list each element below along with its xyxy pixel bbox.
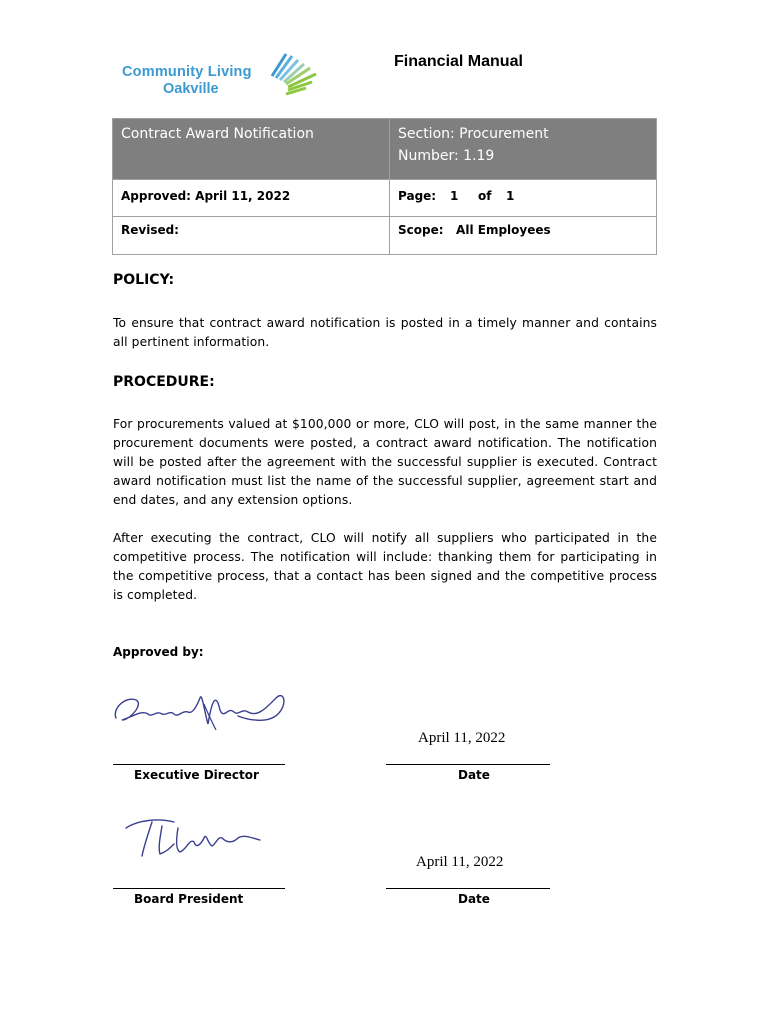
page-total: 1: [506, 189, 515, 203]
date-label-1: Date: [458, 768, 490, 782]
executive-director-signature: [108, 680, 293, 740]
number-label: Number: 1.19: [398, 148, 495, 164]
procedure-heading: PROCEDURE:: [113, 374, 215, 390]
approved-cell: [113, 180, 390, 217]
policy-heading: POLICY:: [113, 272, 175, 288]
logo-text-line1: Community Living: [122, 64, 252, 80]
organization-logo: [118, 50, 323, 106]
section-cell: [390, 119, 657, 180]
section-label: Section: Procurement: [398, 126, 549, 142]
signature-line-2: [113, 888, 285, 889]
policy-header-table: [112, 118, 657, 255]
logo-text-line2: Oakville: [163, 81, 219, 97]
page-cell: [390, 180, 657, 217]
signature-date-1: April 11, 2022: [418, 730, 506, 746]
revised-label: Revised:: [121, 223, 179, 237]
scope-label: Scope: All Employees: [398, 223, 551, 237]
signature-line-1: [113, 764, 285, 765]
date-line-2: [386, 888, 550, 889]
board-president-label: Board President: [134, 892, 244, 906]
revised-cell: [113, 217, 390, 255]
page-of: of: [478, 189, 492, 203]
signature-date-2: April 11, 2022: [416, 854, 504, 870]
page-label: Page:: [398, 189, 437, 203]
scope-cell: [390, 217, 657, 255]
executive-director-label: Executive Director: [134, 768, 259, 782]
manual-title: Financial Manual: [394, 53, 523, 70]
logo-mark-icon: [266, 50, 322, 100]
policy-title: Contract Award Notification: [121, 126, 314, 142]
date-line-1: [386, 764, 550, 765]
board-president-signature: [118, 808, 278, 864]
policy-title-cell: [113, 119, 390, 180]
policy-text: To ensure that contract award notification is posted in a timely manner and contains all pertinent information.: [113, 316, 657, 349]
procedure-paragraph-2: After executing the contract, CLO will notify all suppliers who participated in the competitive process. The notification will include: thanking them for participating in the competitive process, that a contact has been signed and the competitive process is completed.: [113, 531, 657, 602]
date-label-2: Date: [458, 892, 490, 906]
approved-date: Approved: April 11, 2022: [121, 189, 291, 203]
procedure-paragraph-1: For procurements valued at $100,000 or more, CLO will post, in the same manner the procurement documents were posted, a contract award notification. The notification will be posted after the agreement with the successful supplier is executed. Contract award notification must list the name of the successful supplier, agreement start and end dates, and any extension options.: [113, 417, 657, 507]
approved-by-label: Approved by:: [113, 645, 204, 659]
page-number: 1: [450, 189, 459, 203]
